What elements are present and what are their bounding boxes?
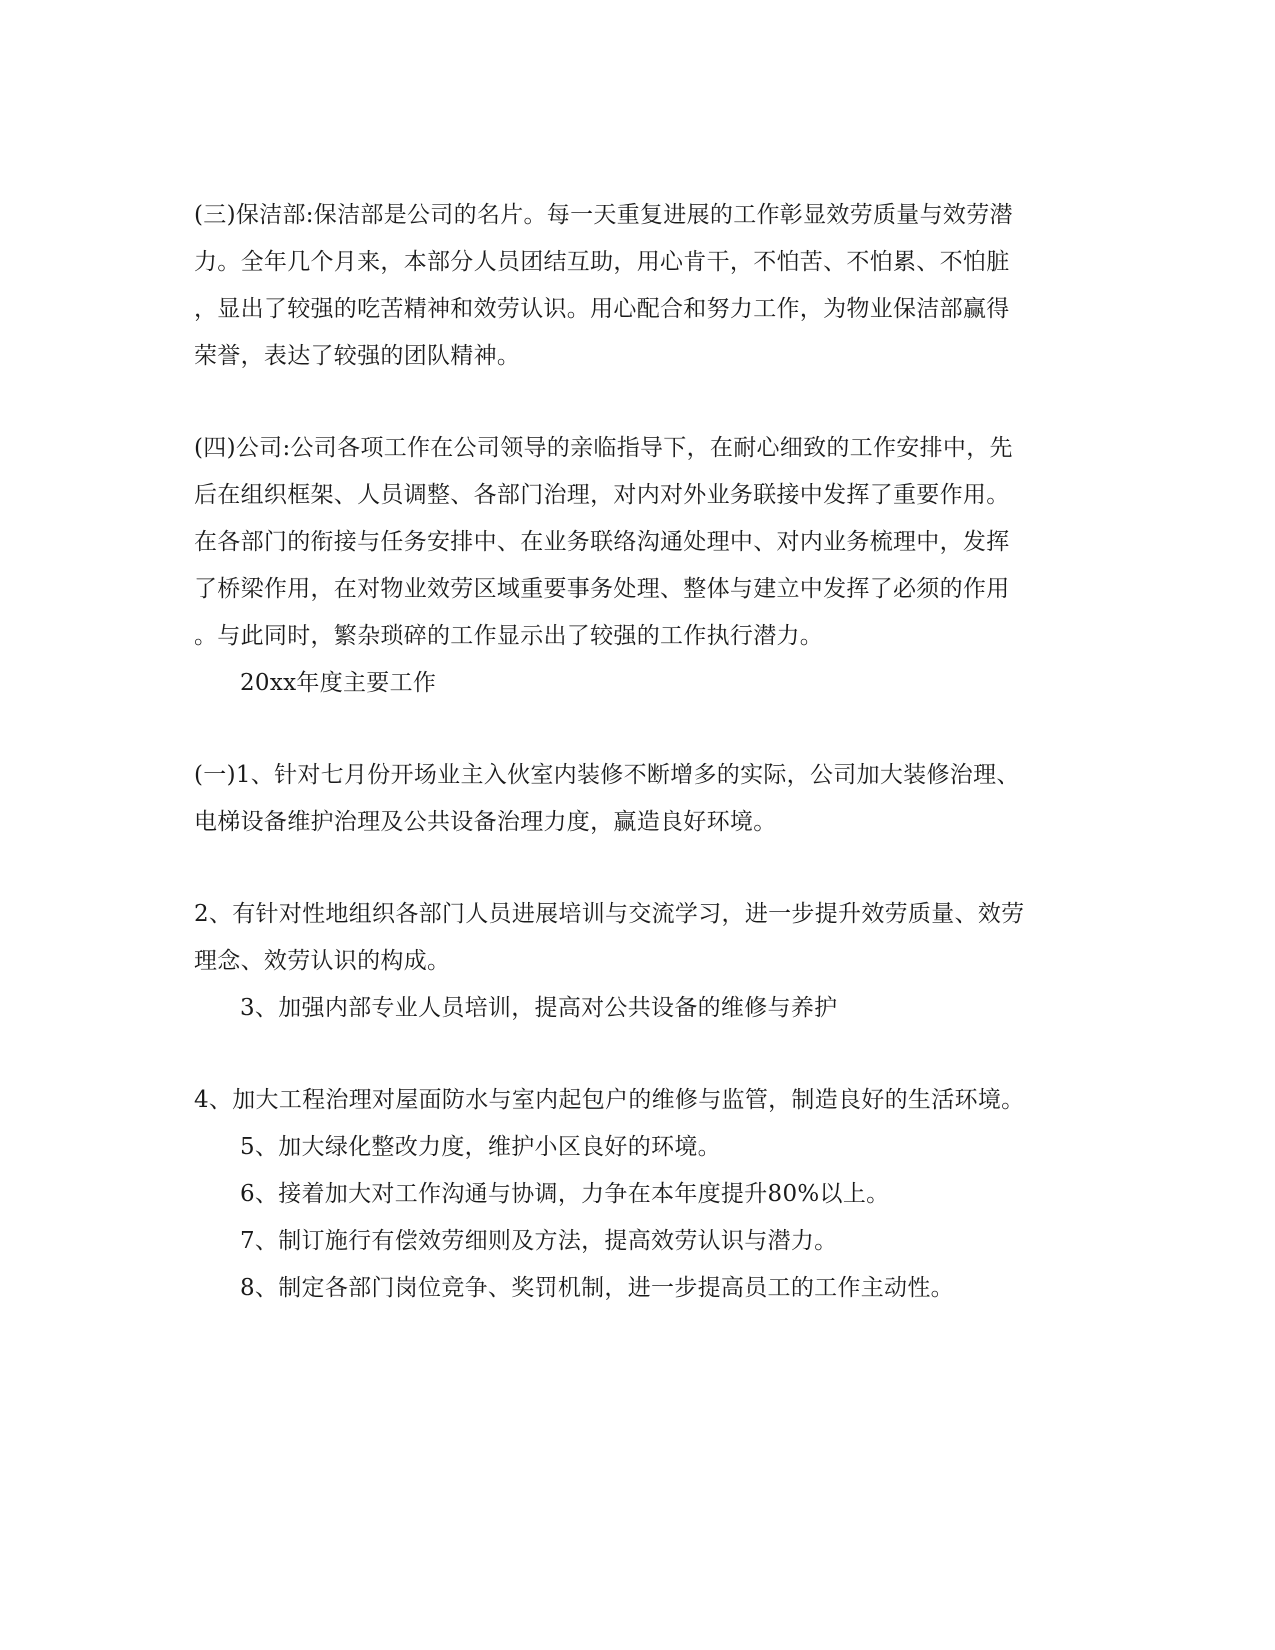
paragraph-cleaning-line-1: (三)保洁部:保洁部是公司的名片。每一天重复进展的工作彰显效劳质量与效劳潜: [194, 202, 1013, 228]
paragraph-company-line-2: 后在组织框架、人员调整、各部门治理，对内对外业务联接中发挥了重要作用。: [194, 482, 1010, 508]
paragraph-cleaning-line-4: 荣誉，表达了较强的团队精神。: [194, 343, 521, 369]
paragraph-cleaning-line-3: ，显出了较强的吃苦精神和效劳认识。用心配合和努力工作，为物业保洁部赢得: [194, 296, 1010, 322]
paragraph-company-line-3: 在各部门的衔接与任务安排中、在业务联络沟通处理中、对内业务梳理中，发挥: [194, 529, 1010, 555]
list-item-8: 8、制定各部门岗位竞争、奖罚机制，进一步提高员工的工作主动性。: [240, 1275, 954, 1301]
list-item-2-line-2: 理念、效劳认识的构成。: [194, 948, 451, 974]
list-item-7: 7、制订施行有偿效劳细则及方法，提高效劳认识与潜力。: [240, 1228, 838, 1254]
list-item-6: 6、接着加大对工作沟通与协调，力争在本年度提升80%以上。: [240, 1181, 890, 1207]
list-item-3: 3、加强内部专业人员培训，提高对公共设备的维修与养护: [240, 995, 838, 1021]
paragraph-company-line-1: (四)公司:公司各项工作在公司领导的亲临指导下，在耐心细致的工作安排中，先: [194, 435, 1013, 461]
list-item-5: 5、加大绿化整改力度，维护小区良好的环境。: [240, 1134, 721, 1160]
list-item-1-line-2: 电梯设备维护治理及公共设备治理力度，赢造良好环境。: [194, 809, 777, 835]
section-heading: 20xx年度主要工作: [240, 670, 437, 696]
list-item-1-line-1: (一)1、针对七月份开场业主入伙室内装修不断增多的实际，公司加大装修治理、: [194, 762, 1020, 788]
paragraph-cleaning-line-2: 力。全年几个月来，本部分人员团结互助，用心肯干，不怕苦、不怕累、不怕脏: [194, 249, 1010, 275]
paragraph-company-line-4: 了桥梁作用，在对物业效劳区域重要事务处理、整体与建立中发挥了必须的作用: [194, 576, 1010, 602]
paragraph-company-line-5: 。与此同时，繁杂琐碎的工作显示出了较强的工作执行潜力。: [194, 623, 824, 649]
list-item-4: 4、加大工程治理对屋面防水与室内起包户的维修与监管，制造良好的生活环境。: [194, 1087, 1025, 1113]
list-item-2-line-1: 2、有针对性地组织各部门人员进展培训与交流学习，进一步提升效劳质量、效劳: [194, 901, 1025, 927]
